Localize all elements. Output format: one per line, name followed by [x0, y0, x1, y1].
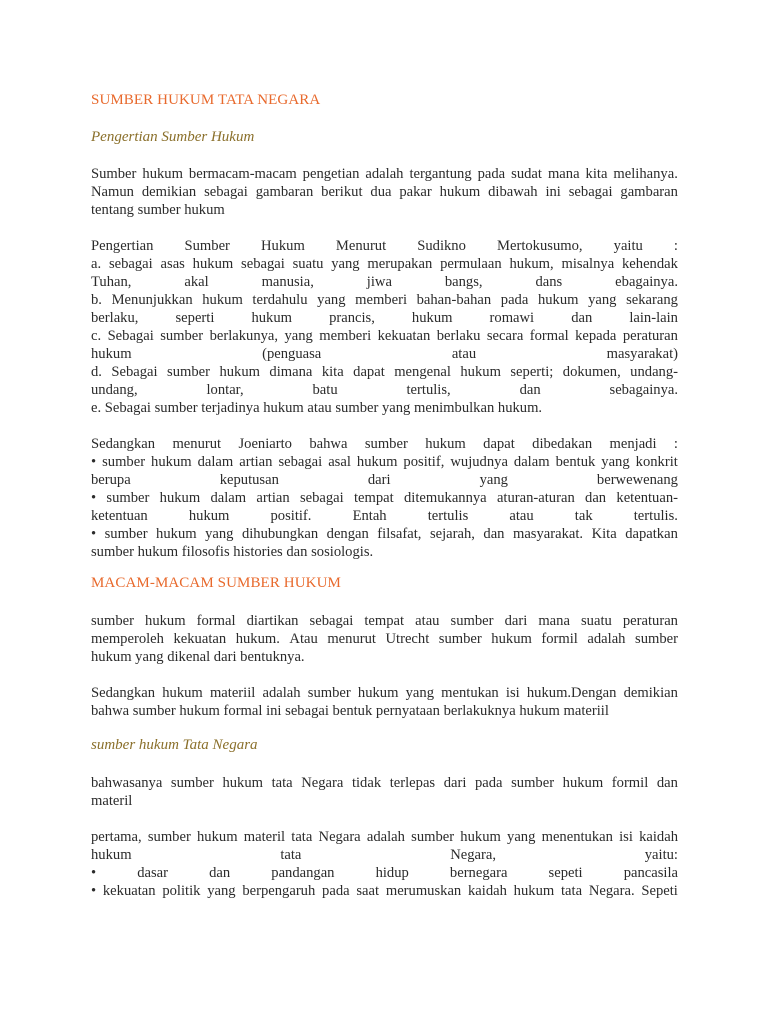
section-subtitle-pengertian: Pengertian Sumber Hukum: [91, 129, 255, 145]
document-title: SUMBER HUKUM TATA NEGARA: [91, 92, 321, 108]
justified-words: • sumber hukum dalam artian sebagai tempat ditemukannya aturan-aturan dan ketentuan-: [91, 490, 678, 506]
paragraph-line: bahwa sumber hukum formal ini sebagai bentuk pernyataan berlakuknya hukum materiil: [91, 703, 609, 719]
section-subtitle-tata-negara: sumber hukum Tata Negara: [91, 737, 258, 753]
paragraph-line: [91, 345, 678, 363]
justified-words: Pengertian Sumber Hukum Menurut Sudikno Mertokusumo, yaitu :: [91, 238, 678, 254]
justified-words: bahwasanya sumber hukum tata Negara tidak terlepas dari pada sumber hukum formil dan: [91, 775, 678, 791]
paragraph-line: [91, 507, 678, 525]
justified-words: Tuhan, akal manusia, jiwa bangs, dans ebagainya.: [91, 274, 678, 290]
paragraph-line: [91, 435, 678, 453]
paragraph-line: sumber hukum filosofis histories dan sosiologis.: [91, 544, 374, 560]
paragraph-line: [91, 363, 678, 381]
justified-words: pertama, sumber hukum materil tata Negara adalah sumber hukum yang menentukan isi kaidah: [91, 829, 678, 845]
justified-words: • kekuatan politik yang berpengaruh pada saat merumuskan kaidah hukum tata Negara. Sepeti: [91, 883, 678, 899]
justified-words: • dasar dan pandangan hidup bernegara sepeti pancasila: [91, 865, 678, 881]
paragraph-line: tentang sumber hukum: [91, 202, 225, 218]
justified-words: • sumber hukum yang dihubungkan dengan filsafat, sejarah, dan masyarakat. Kita dapatkan: [91, 526, 678, 542]
justified-words: undang, lontar, batu tertulis, dan sebagainya.: [91, 382, 678, 398]
paragraph-line: [91, 273, 678, 291]
paragraph-line: [91, 291, 678, 309]
justified-words: b. Menunjukkan hukum terdahulu yang memberi bahan-bahan pada hukum yang sekarang: [91, 292, 678, 308]
paragraph-line: [91, 612, 678, 630]
justified-words: c. Sebagai sumber berlakunya, yang memberi kekuatan berlaku secara formal kepada peraturan: [91, 328, 678, 344]
paragraph-line: [91, 864, 678, 882]
justified-words: Namun demikian sebagai gambaran berikut dua pakar hukum dibawah ini sebagai gambaran: [91, 184, 678, 200]
paragraph-line: [91, 237, 678, 255]
section-title-macam: MACAM-MACAM SUMBER HUKUM: [91, 575, 341, 591]
justified-words: ketentuan hukum positif. Entah tertulis atau tak tertulis.: [91, 508, 678, 524]
paragraph-line: [91, 255, 678, 273]
justified-words: sumber hukum formal diartikan sebagai tempat atau sumber dari mana suatu peraturan: [91, 613, 678, 629]
justified-words: berlaku, seperti hukum prancis, hukum romawi dan lain-lain: [91, 310, 678, 326]
justified-words: berupa keputusan dari yang berwewenang: [91, 472, 678, 488]
paragraph-line: [91, 489, 678, 507]
justified-words: Sedangkan menurut Joeniarto bahwa sumber hukum dapat dibedakan menjadi :: [91, 436, 678, 452]
justified-words: hukum tata Negara, yaitu:: [91, 847, 678, 863]
paragraph-line: materil: [91, 793, 133, 809]
paragraph-line: [91, 882, 678, 900]
paragraph-line: [91, 471, 678, 489]
paragraph-line: [91, 183, 678, 201]
paragraph-line: [91, 525, 678, 543]
paragraph-line: [91, 630, 678, 648]
paragraph-line: [91, 165, 678, 183]
paragraph-line: [91, 774, 678, 792]
paragraph-line: [91, 828, 678, 846]
paragraph-line: [91, 327, 678, 345]
justified-words: memperoleh kekuatan hukum. Atau menurut Utrecht sumber hukum formil adalah sumber: [91, 631, 678, 647]
justified-words: Sumber hukum bermacam-macam pengetian adalah tergantung pada sudat mana kita melihanya.: [91, 166, 678, 182]
justified-words: Sedangkan hukum materiil adalah sumber hukum yang mentukan isi hukum.Dengan demikian: [91, 685, 678, 701]
paragraph-line: [91, 309, 678, 327]
justified-words: d. Sebagai sumber hukum dimana kita dapat mengenal hukum seperti; dokumen, undang-: [91, 364, 678, 380]
paragraph-line: [91, 684, 678, 702]
justified-words: a. sebagai asas hukum sebagai suatu yang merupakan permulaan hukum, misalnya kehendak: [91, 256, 678, 272]
paragraph-line: [91, 453, 678, 471]
paragraph-line: [91, 381, 678, 399]
justified-words: • sumber hukum dalam artian sebagai asal hukum positif, wujudnya dalam bentuk yang konkrit: [91, 454, 678, 470]
paragraph-line: hukum yang dikenal dari bentuknya.: [91, 649, 305, 665]
paragraph-line: e. Sebagai sumber terjadinya hukum atau sumber yang menimbulkan hukum.: [91, 400, 543, 416]
justified-words: hukum (penguasa atau masyarakat): [91, 346, 678, 362]
paragraph-line: [91, 846, 678, 864]
